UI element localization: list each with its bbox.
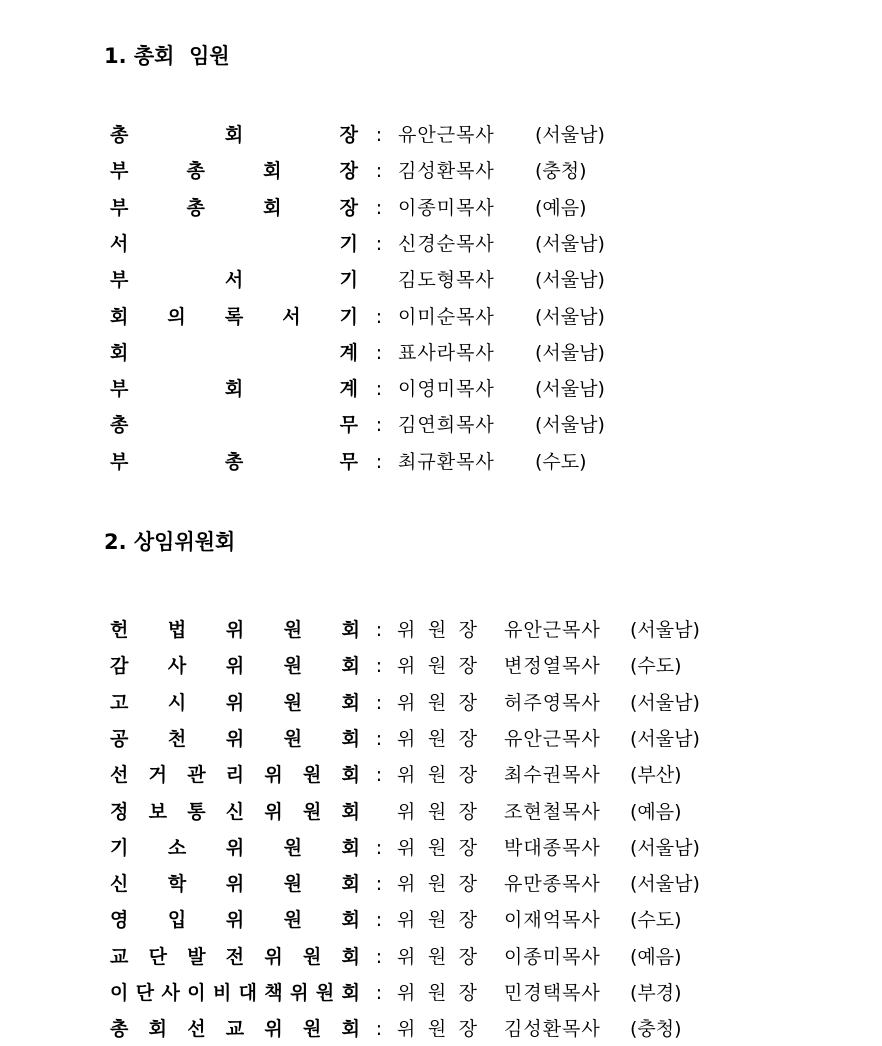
list-item bbox=[0, 1014, 882, 1044]
position-char: 원 bbox=[302, 945, 322, 968]
position-char: 원 bbox=[302, 800, 322, 823]
chair-title-char: 위 bbox=[397, 691, 416, 714]
person-name: 이재억목사 bbox=[504, 909, 601, 932]
position-char: 소 bbox=[167, 836, 187, 859]
region-label: (서울남) bbox=[630, 619, 700, 641]
position-char: 단 bbox=[148, 945, 167, 968]
list-item bbox=[0, 156, 882, 186]
chair-title-char: 원 bbox=[427, 982, 447, 1004]
region-label: (서울남) bbox=[630, 691, 700, 714]
separator: : bbox=[375, 909, 383, 932]
person-name: 표사라목사 bbox=[398, 341, 495, 364]
position-char: 회 bbox=[110, 305, 129, 328]
chair-title-char: 장 bbox=[458, 909, 477, 932]
position-char: 회 bbox=[341, 691, 360, 714]
list-item bbox=[0, 410, 882, 440]
position-char: 계 bbox=[339, 378, 358, 401]
position-char: 이 bbox=[110, 982, 129, 1004]
position-char: 통 bbox=[187, 800, 206, 823]
separator: : bbox=[375, 450, 383, 473]
position-char: 공 bbox=[110, 727, 129, 750]
chair-title-char: 위 bbox=[397, 982, 416, 1004]
region-label: (수도) bbox=[630, 655, 682, 678]
chair-title-char: 위 bbox=[397, 655, 416, 678]
separator: : bbox=[375, 196, 383, 219]
position-char: 선 bbox=[110, 764, 129, 787]
position-char: 선 bbox=[187, 1018, 206, 1041]
position-label bbox=[110, 410, 358, 440]
position-char: 회 bbox=[341, 800, 360, 823]
position-char: 위 bbox=[225, 836, 245, 859]
chair-title-char: 원 bbox=[427, 1018, 447, 1041]
separator: : bbox=[375, 836, 383, 859]
position-char: 거 bbox=[148, 764, 167, 787]
chair-title-char: 위 bbox=[397, 1018, 416, 1041]
chair-title-char: 원 bbox=[427, 800, 447, 823]
person-name: 박대종목사 bbox=[504, 836, 601, 859]
position-char: 리 bbox=[225, 764, 245, 787]
position-char: 교 bbox=[225, 1018, 245, 1041]
list-item bbox=[0, 833, 882, 863]
region-label: (예음) bbox=[535, 196, 587, 219]
position-char: 무 bbox=[339, 450, 358, 473]
region-label: (예음) bbox=[630, 945, 682, 968]
position-char: 원 bbox=[283, 619, 303, 641]
position-char: 책 bbox=[264, 982, 283, 1004]
position-char: 회 bbox=[341, 727, 360, 750]
chair-title-char: 장 bbox=[458, 1018, 477, 1041]
list-item bbox=[0, 978, 882, 1008]
region-label: (서울남) bbox=[535, 305, 605, 328]
position-label bbox=[110, 1014, 360, 1044]
position-label bbox=[110, 869, 360, 899]
position-char: 부 bbox=[110, 450, 129, 473]
position-char: 신 bbox=[110, 873, 129, 896]
chair-title-char: 위 bbox=[397, 945, 416, 968]
position-char: 위 bbox=[225, 873, 245, 896]
chair-title bbox=[397, 869, 477, 899]
chair-title-char: 위 bbox=[397, 727, 416, 750]
position-char: 의 bbox=[167, 305, 186, 328]
chair-title-char: 원 bbox=[427, 655, 447, 678]
position-char: 시 bbox=[167, 691, 187, 714]
position-char: 원 bbox=[283, 655, 303, 678]
position-char: 장 bbox=[339, 160, 358, 183]
separator: : bbox=[375, 160, 383, 183]
position-label bbox=[110, 302, 358, 332]
position-label bbox=[110, 447, 358, 477]
separator: : bbox=[375, 341, 383, 364]
position-label bbox=[110, 905, 360, 935]
person-name: 조현철목사 bbox=[504, 800, 601, 823]
chair-title bbox=[397, 724, 477, 754]
position-char: 신 bbox=[225, 800, 245, 823]
position-char: 원 bbox=[315, 982, 335, 1004]
position-char: 원 bbox=[302, 764, 322, 787]
position-label bbox=[110, 265, 358, 295]
position-char: 총 bbox=[110, 124, 129, 146]
region-label: (서울남) bbox=[630, 873, 700, 896]
chair-title bbox=[397, 978, 477, 1008]
person-name: 최수권목사 bbox=[504, 764, 601, 787]
list-item bbox=[0, 193, 882, 223]
position-char: 부 bbox=[110, 196, 129, 219]
person-name: 민경택목사 bbox=[504, 982, 601, 1004]
chair-title bbox=[397, 942, 477, 972]
person-name: 이종미목사 bbox=[398, 196, 495, 219]
position-char: 회 bbox=[148, 1018, 167, 1041]
chair-title-char: 원 bbox=[427, 619, 447, 641]
position-char: 장 bbox=[339, 196, 358, 219]
position-char: 보 bbox=[148, 800, 167, 823]
region-label: (서울남) bbox=[630, 727, 700, 750]
position-char: 원 bbox=[283, 836, 303, 859]
list-item bbox=[0, 724, 882, 754]
position-label bbox=[110, 651, 360, 681]
position-char: 발 bbox=[187, 945, 206, 968]
chair-title-char: 위 bbox=[397, 800, 416, 823]
chair-title-char: 위 bbox=[397, 873, 416, 896]
position-label bbox=[110, 615, 360, 645]
list-item bbox=[0, 942, 882, 972]
list-item bbox=[0, 869, 882, 899]
position-char: 천 bbox=[167, 727, 187, 750]
position-char: 회 bbox=[224, 378, 244, 401]
position-label bbox=[110, 833, 360, 863]
position-char: 회 bbox=[263, 196, 282, 219]
chair-title-char: 원 bbox=[427, 909, 447, 932]
position-char: 회 bbox=[341, 1018, 360, 1041]
region-label: (서울남) bbox=[535, 124, 605, 146]
position-label bbox=[110, 374, 358, 404]
separator: : bbox=[375, 124, 383, 146]
chair-title bbox=[397, 615, 477, 645]
separator: : bbox=[375, 1018, 383, 1041]
chair-title-char: 장 bbox=[458, 836, 477, 859]
position-label bbox=[110, 156, 358, 186]
list-item bbox=[0, 651, 882, 681]
region-label: (서울남) bbox=[535, 232, 605, 255]
chair-title-char: 위 bbox=[397, 764, 416, 787]
position-char: 입 bbox=[167, 909, 187, 932]
position-char: 정 bbox=[110, 800, 129, 823]
region-label: (예음) bbox=[630, 800, 682, 823]
chair-title-char: 장 bbox=[458, 727, 477, 750]
position-char: 회 bbox=[341, 873, 360, 896]
position-char: 회 bbox=[341, 655, 360, 678]
position-char: 원 bbox=[283, 691, 303, 714]
chair-title-char: 장 bbox=[458, 764, 477, 787]
person-name: 이미순목사 bbox=[398, 305, 495, 328]
chair-title-char: 장 bbox=[458, 691, 477, 714]
position-char: 위 bbox=[225, 691, 245, 714]
separator: : bbox=[375, 655, 383, 678]
position-label bbox=[110, 688, 360, 718]
section-1-heading: 1. 총회 임원 bbox=[104, 44, 230, 68]
chair-title-char: 위 bbox=[397, 619, 416, 641]
position-char: 위 bbox=[264, 800, 283, 823]
position-char: 부 bbox=[110, 378, 129, 401]
region-label: (서울남) bbox=[630, 836, 700, 859]
position-char: 회 bbox=[263, 160, 282, 183]
chair-title bbox=[397, 1014, 477, 1044]
separator: : bbox=[375, 305, 383, 328]
region-label: (서울남) bbox=[535, 269, 605, 292]
list-item bbox=[0, 120, 882, 150]
position-char: 회 bbox=[341, 909, 360, 932]
person-name: 최규환목사 bbox=[398, 450, 495, 473]
person-name: 유안근목사 bbox=[398, 124, 495, 146]
position-label bbox=[110, 724, 360, 754]
chair-title bbox=[397, 688, 477, 718]
position-char: 총 bbox=[110, 414, 129, 437]
position-char: 총 bbox=[224, 450, 244, 473]
chair-title-char: 원 bbox=[427, 691, 447, 714]
region-label: (서울남) bbox=[535, 414, 605, 437]
list-item bbox=[0, 302, 882, 332]
region-label: (부산) bbox=[630, 764, 682, 787]
position-char: 기 bbox=[339, 269, 358, 292]
chair-title-char: 위 bbox=[397, 909, 416, 932]
position-char: 회 bbox=[110, 341, 129, 364]
position-char: 감 bbox=[110, 655, 129, 678]
position-char: 서 bbox=[282, 305, 301, 328]
position-char: 영 bbox=[110, 909, 129, 932]
chair-title-char: 위 bbox=[397, 836, 416, 859]
position-char: 회 bbox=[341, 836, 360, 859]
person-name: 변정열목사 bbox=[504, 655, 601, 678]
position-char: 위 bbox=[225, 655, 245, 678]
chair-title-char: 원 bbox=[427, 836, 447, 859]
position-label bbox=[110, 760, 360, 790]
region-label: (수도) bbox=[630, 909, 682, 932]
chair-title-char: 장 bbox=[458, 982, 477, 1004]
person-name: 김성환목사 bbox=[504, 1018, 601, 1041]
position-char: 위 bbox=[225, 619, 245, 641]
position-char: 원 bbox=[283, 909, 303, 932]
position-char: 헌 bbox=[110, 619, 129, 641]
position-char: 총 bbox=[186, 160, 205, 183]
position-char: 부 bbox=[110, 269, 129, 292]
position-char: 회 bbox=[341, 619, 360, 641]
region-label: (서울남) bbox=[535, 378, 605, 401]
chair-title-char: 원 bbox=[427, 945, 447, 968]
person-name: 유만종목사 bbox=[504, 873, 601, 896]
person-name: 이종미목사 bbox=[504, 945, 601, 968]
position-char: 서 bbox=[224, 269, 244, 292]
position-char: 계 bbox=[339, 341, 358, 364]
region-label: (서울남) bbox=[535, 341, 605, 364]
position-char: 고 bbox=[110, 691, 129, 714]
position-char: 교 bbox=[110, 945, 129, 968]
separator: : bbox=[375, 764, 383, 787]
position-char: 장 bbox=[339, 124, 358, 146]
person-name: 김도형목사 bbox=[398, 269, 495, 292]
position-char: 회 bbox=[224, 124, 244, 146]
person-name: 신경순목사 bbox=[398, 232, 495, 255]
region-label: (충청) bbox=[630, 1018, 682, 1041]
position-char: 총 bbox=[186, 196, 205, 219]
position-char: 부 bbox=[110, 160, 129, 183]
chair-title-char: 장 bbox=[458, 945, 477, 968]
position-label bbox=[110, 978, 360, 1008]
chair-title-char: 원 bbox=[427, 727, 447, 750]
position-char: 회 bbox=[341, 982, 360, 1004]
person-name: 허주영목사 bbox=[504, 691, 601, 714]
chair-title-char: 원 bbox=[427, 764, 447, 787]
list-item bbox=[0, 447, 882, 477]
position-label bbox=[110, 338, 358, 368]
position-char: 사 bbox=[161, 982, 180, 1004]
list-item bbox=[0, 688, 882, 718]
separator: : bbox=[375, 982, 383, 1004]
position-char: 원 bbox=[283, 873, 303, 896]
position-label bbox=[110, 797, 360, 827]
separator: : bbox=[375, 619, 383, 641]
position-char: 관 bbox=[187, 764, 206, 787]
position-char: 기 bbox=[339, 232, 358, 255]
position-char: 회 bbox=[341, 945, 360, 968]
position-char: 위 bbox=[225, 727, 245, 750]
list-item bbox=[0, 905, 882, 935]
position-char: 위 bbox=[264, 764, 283, 787]
chair-title bbox=[397, 905, 477, 935]
chair-title bbox=[397, 651, 477, 681]
chair-title-char: 장 bbox=[458, 873, 477, 896]
position-char: 원 bbox=[302, 1018, 322, 1041]
separator: : bbox=[375, 691, 383, 714]
position-label bbox=[110, 942, 360, 972]
list-item bbox=[0, 760, 882, 790]
list-item bbox=[0, 229, 882, 259]
position-char: 기 bbox=[110, 836, 129, 859]
position-char: 위 bbox=[264, 945, 283, 968]
separator: : bbox=[375, 873, 383, 896]
position-char: 서 bbox=[110, 232, 129, 255]
list-item bbox=[0, 265, 882, 295]
chair-title bbox=[397, 833, 477, 863]
position-label bbox=[110, 193, 358, 223]
position-char: 비 bbox=[212, 982, 232, 1004]
list-item bbox=[0, 374, 882, 404]
position-char: 무 bbox=[339, 414, 358, 437]
separator: : bbox=[375, 232, 383, 255]
region-label: (부경) bbox=[630, 982, 682, 1004]
position-char: 위 bbox=[290, 982, 309, 1004]
person-name: 이영미목사 bbox=[398, 378, 495, 401]
person-name: 김연희목사 bbox=[398, 414, 495, 437]
chair-title bbox=[397, 797, 477, 827]
position-char: 단 bbox=[135, 982, 155, 1004]
separator: : bbox=[375, 727, 383, 750]
separator: : bbox=[375, 945, 383, 968]
chair-title-char: 장 bbox=[458, 619, 477, 641]
position-char: 회 bbox=[341, 764, 360, 787]
chair-title-char: 장 bbox=[458, 800, 477, 823]
position-char: 기 bbox=[339, 305, 358, 328]
person-name: 김성환목사 bbox=[398, 160, 495, 183]
position-char: 사 bbox=[167, 655, 187, 678]
list-item bbox=[0, 797, 882, 827]
position-label bbox=[110, 120, 358, 150]
position-char: 위 bbox=[264, 1018, 283, 1041]
position-char: 전 bbox=[225, 945, 245, 968]
chair-title-char: 원 bbox=[427, 873, 447, 896]
position-char: 이 bbox=[187, 982, 206, 1004]
position-char: 대 bbox=[238, 982, 258, 1004]
position-char: 학 bbox=[167, 873, 187, 896]
separator: : bbox=[375, 378, 383, 401]
position-char: 법 bbox=[167, 619, 187, 641]
section-2-heading: 2. 상임위원회 bbox=[104, 530, 236, 554]
person-name: 유안근목사 bbox=[504, 727, 601, 750]
position-char: 위 bbox=[225, 909, 245, 932]
chair-title-char: 장 bbox=[458, 655, 477, 678]
list-item bbox=[0, 615, 882, 645]
separator: : bbox=[375, 414, 383, 437]
position-char: 록 bbox=[224, 305, 244, 328]
person-name: 유안근목사 bbox=[504, 619, 601, 641]
position-label bbox=[110, 229, 358, 259]
region-label: (수도) bbox=[535, 450, 587, 473]
region-label: (충청) bbox=[535, 160, 587, 183]
position-char: 총 bbox=[110, 1018, 129, 1041]
chair-title bbox=[397, 760, 477, 790]
position-char: 원 bbox=[283, 727, 303, 750]
list-item bbox=[0, 338, 882, 368]
